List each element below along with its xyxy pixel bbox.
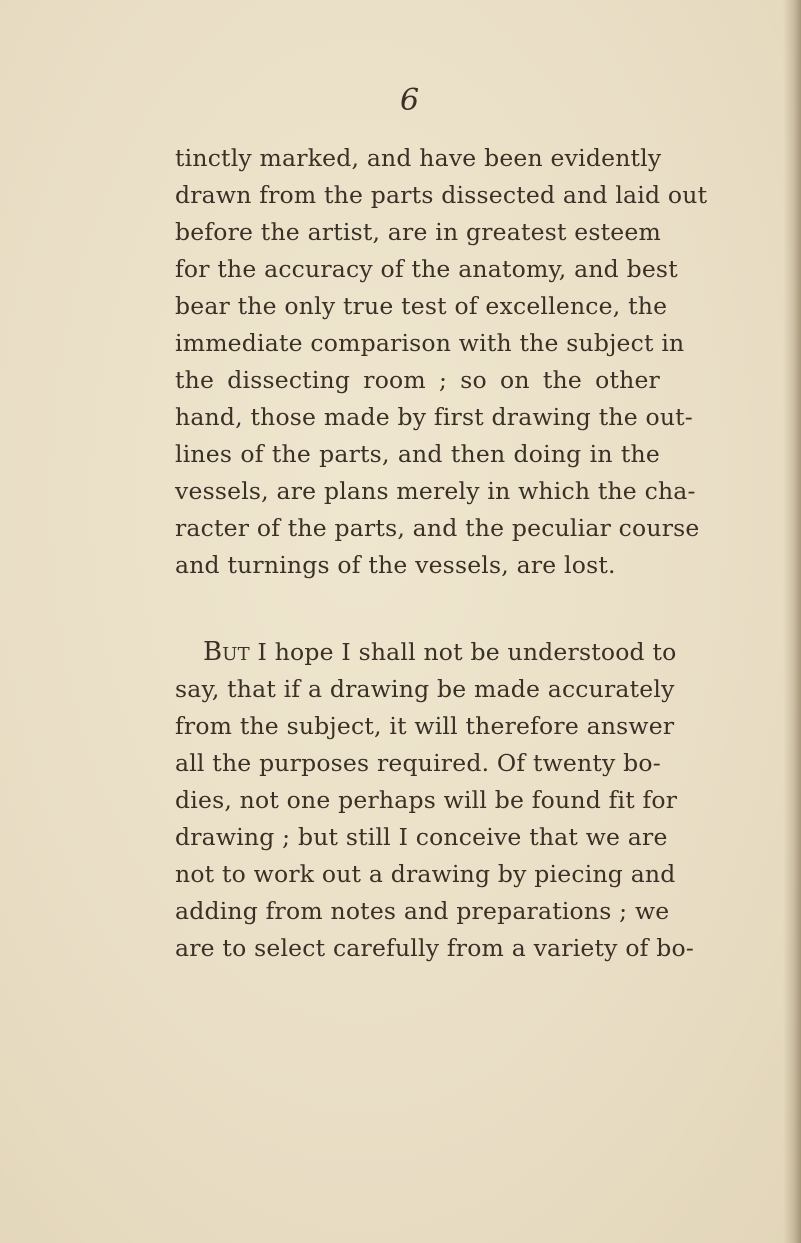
text-line: racter of the parts, and the peculiar course [175,514,700,542]
text-line: adding from notes and preparations ; we [175,897,670,925]
paragraph-2 [175,634,694,967]
text-line: dies, not one perhaps will be found fit for [175,786,678,814]
text-line: for the accuracy of the anatomy, and best [175,255,678,283]
text-line-first [175,634,677,671]
first-line-text: I hope I shall not be understood to [249,638,677,666]
text-line: are to select carefully from a variety of bo- [175,934,694,962]
text-line: immediate comparison with the subject in [175,329,685,357]
text-line: vessels, are plans merely in which the cha- [175,477,696,505]
text-line: bear the only true test of excellence, the [175,292,668,320]
lead-word: But [203,637,250,667]
text-line: not to work out a drawing by piecing and [175,860,676,888]
text-line: hand, those made by first drawing the out- [175,403,693,431]
text-line: the dissecting room ; so on the other [175,366,660,394]
text-line: before the artist, are in greatest esteem [175,218,661,246]
text-line: drawing ; but still I conceive that we are [175,823,668,851]
paragraph-1 [175,140,708,584]
text-line: say, that if a drawing be made accurately [175,675,675,703]
page-edge-shadow [783,0,801,1243]
text-line: from the subject, it will therefore answer [175,712,675,740]
text-line: drawn from the parts dissected and laid out [175,181,708,209]
text-line: tinctly marked, and have been evidently [175,144,662,172]
text-line: lines of the parts, and then doing in the [175,440,660,468]
text-line: and turnings of the vessels, are lost. [175,551,616,579]
page-number: 6 [400,83,420,118]
text-line: all the purposes required. Of twenty bo- [175,749,661,777]
